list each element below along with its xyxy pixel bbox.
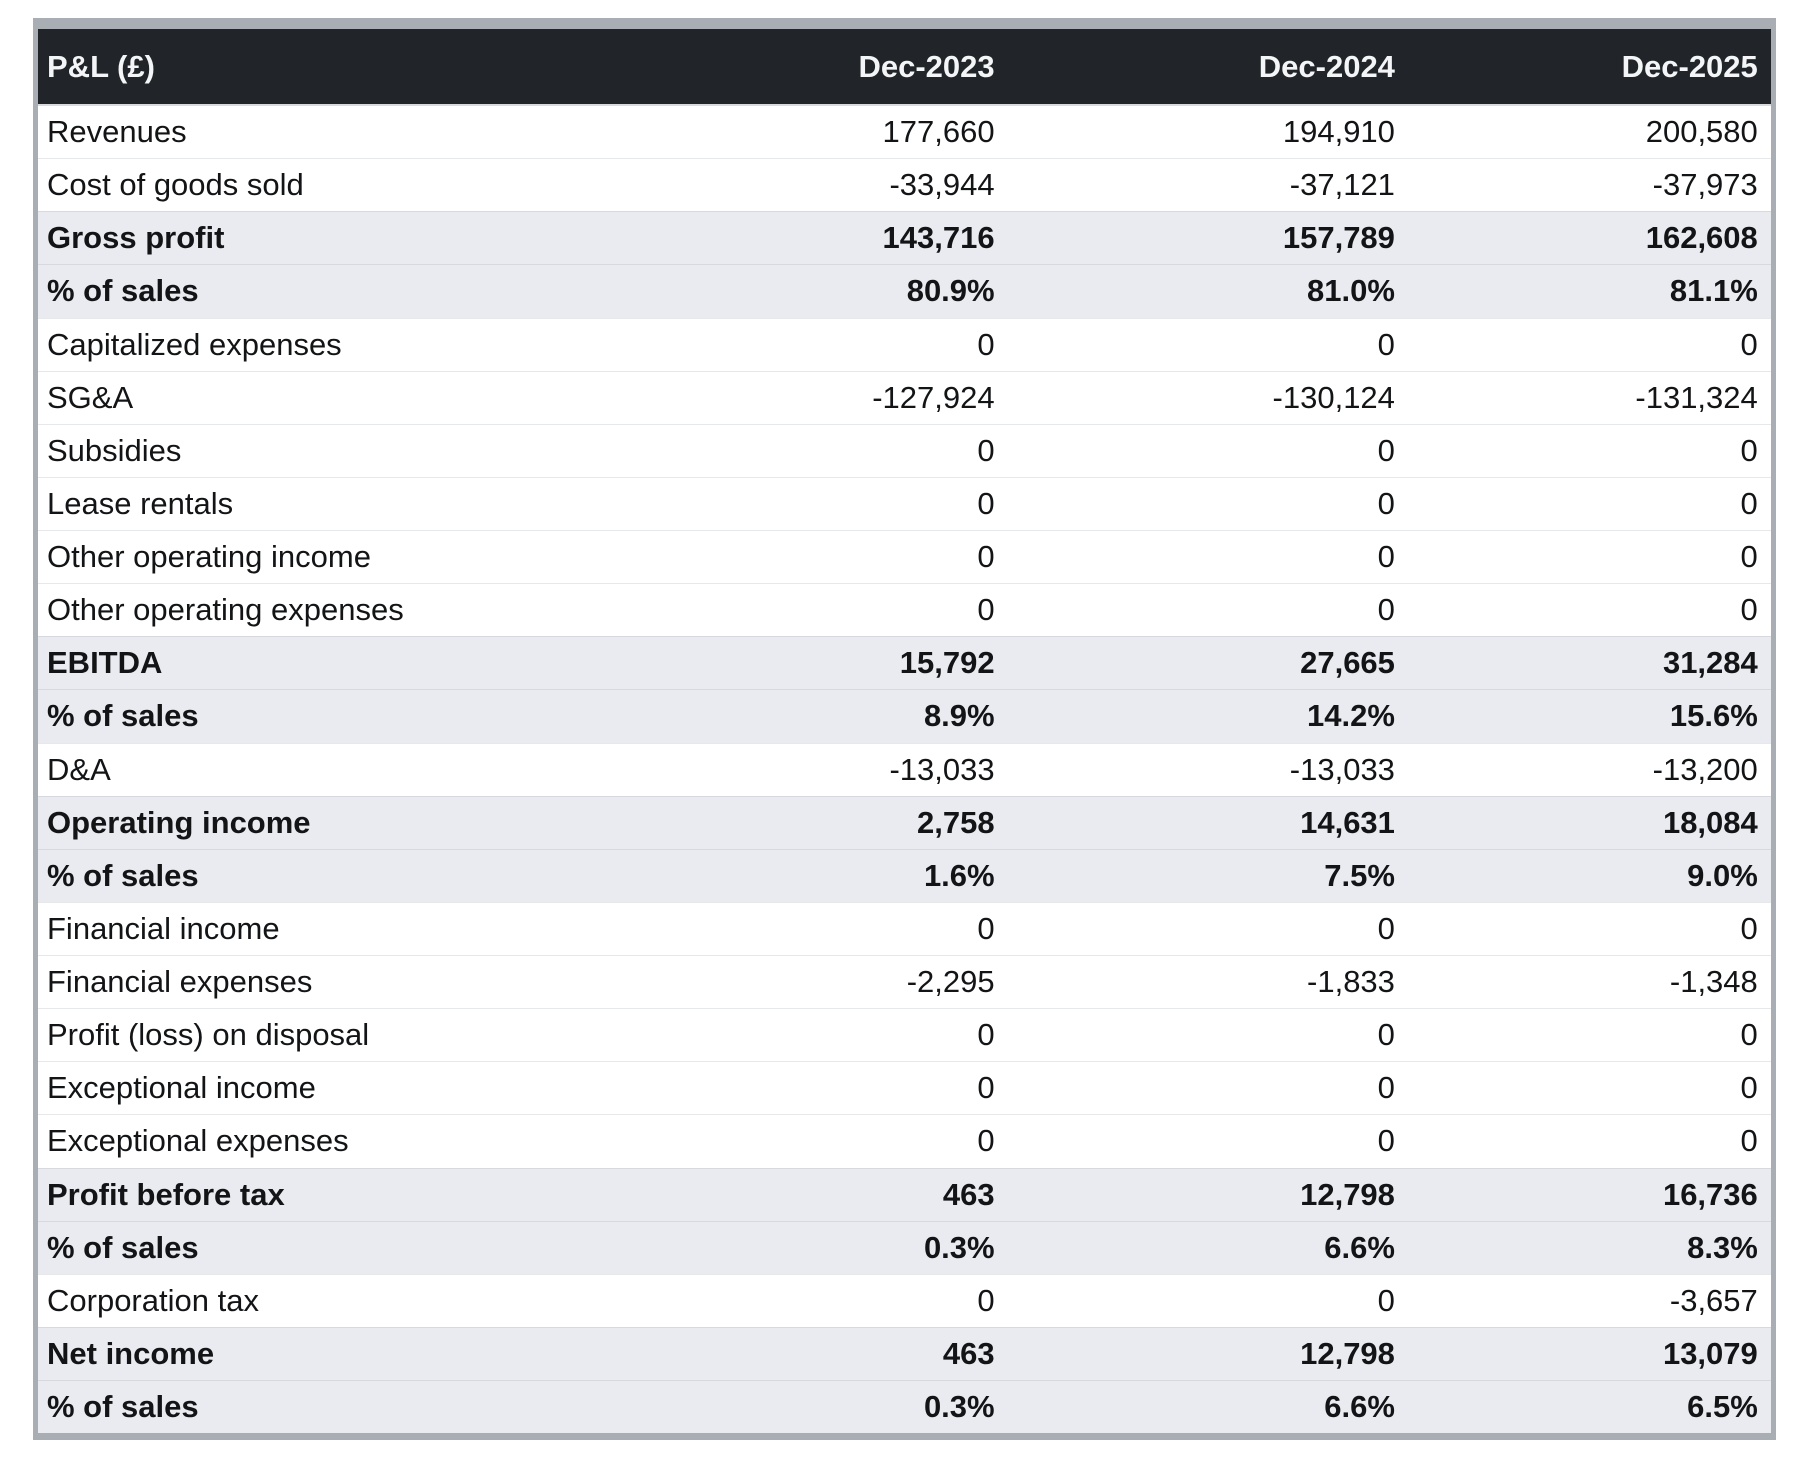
row-value: 15,792: [899, 645, 995, 681]
row-value: 0: [977, 1070, 995, 1106]
row-value: 9.0%: [1687, 857, 1758, 893]
row-label: % of sales: [47, 1389, 199, 1425]
row-label: Net income: [47, 1335, 215, 1371]
row-value: 0: [1377, 1017, 1395, 1053]
row-label: Exceptional income: [47, 1070, 316, 1106]
row-value: 463: [942, 1176, 995, 1212]
row-label: % of sales: [47, 273, 199, 309]
row-value: 27,665: [1300, 645, 1395, 681]
row-label: Financial income: [47, 910, 280, 946]
row-value: 0: [1377, 1123, 1395, 1159]
row-value: -130,124: [1272, 379, 1395, 415]
row-value: 13,079: [1662, 1335, 1758, 1371]
row-value: -127,924: [872, 379, 995, 415]
row-value: 0: [1377, 592, 1395, 628]
row-value: 0: [977, 326, 995, 362]
row-value: 80.9%: [906, 273, 995, 309]
row-value: -131,324: [1635, 379, 1758, 415]
row-label: Lease rentals: [47, 485, 234, 521]
row-value: 0.3%: [923, 1389, 995, 1425]
row-value: 143,716: [882, 220, 995, 256]
row-value: 0: [977, 432, 995, 468]
row-value: -1,348: [1669, 964, 1758, 1000]
row-value: 0: [1740, 910, 1758, 946]
row-label: Profit before tax: [47, 1176, 285, 1212]
row-label: Other operating income: [47, 539, 371, 575]
table-row: [38, 1274, 1771, 1327]
row-value: 0: [1740, 539, 1758, 575]
row-value: 18,084: [1662, 804, 1758, 840]
table-row: [38, 371, 1771, 424]
row-label: Revenues: [47, 114, 187, 150]
row-value: 12,798: [1300, 1176, 1395, 1212]
row-value: 16,736: [1662, 1176, 1758, 1212]
row-value: 200,580: [1645, 114, 1758, 150]
table-row: [38, 1114, 1771, 1167]
row-value: 8.3%: [1687, 1229, 1758, 1265]
row-value: -13,033: [889, 751, 995, 787]
header-col-dec-2023: Dec-2023: [858, 48, 995, 84]
table-row: [38, 636, 1771, 689]
row-label: Financial expenses: [47, 964, 313, 1000]
row-value: -37,973: [1652, 167, 1758, 203]
pnl-statement-table: [33, 18, 1776, 1440]
row-value: -13,200: [1652, 751, 1758, 787]
row-label: Corporation tax: [47, 1282, 259, 1318]
row-value: 0: [1740, 326, 1758, 362]
row-value: 6.5%: [1687, 1389, 1758, 1425]
row-value: 0: [1377, 432, 1395, 468]
row-value: 0.3%: [923, 1229, 995, 1265]
row-label: Cost of goods sold: [47, 167, 304, 203]
row-value: 0: [1377, 1070, 1395, 1106]
row-value: 157,789: [1282, 220, 1395, 256]
table-row: [38, 902, 1771, 955]
row-value: 31,284: [1662, 645, 1758, 681]
table-row: [38, 796, 1771, 849]
table-header-row: [38, 29, 1771, 106]
table-row: [38, 424, 1771, 477]
table-row: [38, 1061, 1771, 1114]
row-label: D&A: [47, 751, 111, 787]
row-value: -2,295: [906, 964, 995, 1000]
table-row: [38, 849, 1771, 902]
row-label: Gross profit: [47, 220, 225, 256]
row-value: 2,758: [917, 804, 995, 840]
row-value: 0: [1740, 485, 1758, 521]
row-value: 0: [977, 1282, 995, 1318]
header-col-dec-2024: Dec-2024: [1258, 48, 1395, 84]
row-value: 0: [977, 592, 995, 628]
row-label: Operating income: [47, 804, 311, 840]
table-row: [38, 264, 1771, 317]
row-value: 0: [1740, 1123, 1758, 1159]
table-row: [38, 583, 1771, 636]
row-value: 0: [1377, 1282, 1395, 1318]
table-row: [38, 743, 1771, 796]
row-label: SG&A: [47, 379, 134, 415]
row-value: 0: [977, 485, 995, 521]
row-value: 463: [942, 1335, 995, 1371]
row-value: 1.6%: [923, 857, 995, 893]
row-value: 0: [1740, 432, 1758, 468]
row-value: 0: [977, 910, 995, 946]
table-row: [38, 158, 1771, 211]
table-row: [38, 1221, 1771, 1274]
header-title: P&L (£): [47, 48, 155, 84]
row-value: 0: [977, 1123, 995, 1159]
row-value: -33,944: [889, 167, 995, 203]
row-value: 6.6%: [1324, 1229, 1395, 1265]
table-row: [38, 1168, 1771, 1221]
table-row: [38, 106, 1771, 158]
row-label: Other operating expenses: [47, 592, 404, 628]
row-value: 0: [977, 539, 995, 575]
row-value: 0: [1740, 592, 1758, 628]
row-value: 81.0%: [1307, 273, 1395, 309]
table-row: [38, 689, 1771, 742]
row-value: 0: [1740, 1017, 1758, 1053]
row-value: -13,033: [1289, 751, 1395, 787]
row-value: 0: [977, 1017, 995, 1053]
table-row: [38, 1327, 1771, 1380]
row-value: 177,660: [882, 114, 995, 150]
table-row: [38, 211, 1771, 264]
row-label: % of sales: [47, 857, 199, 893]
row-label: % of sales: [47, 1229, 199, 1265]
row-value: 81.1%: [1669, 273, 1758, 309]
row-value: 194,910: [1282, 114, 1395, 150]
table-row: [38, 1380, 1771, 1433]
row-value: 0: [1377, 910, 1395, 946]
row-value: 14,631: [1300, 804, 1395, 840]
row-value: 162,608: [1645, 220, 1758, 256]
row-value: 12,798: [1300, 1335, 1395, 1371]
table-row: [38, 530, 1771, 583]
row-label: Profit (loss) on disposal: [47, 1017, 370, 1053]
row-value: 15.6%: [1669, 698, 1758, 734]
row-value: 0: [1377, 326, 1395, 362]
row-value: 0: [1377, 539, 1395, 575]
row-value: 0: [1740, 1070, 1758, 1106]
row-label: EBITDA: [47, 645, 163, 681]
row-label: Exceptional expenses: [47, 1123, 349, 1159]
row-label: Capitalized expenses: [47, 326, 342, 362]
table-body: [38, 106, 1771, 1433]
row-value: 8.9%: [923, 698, 995, 734]
table-row: [38, 955, 1771, 1008]
table-row: [38, 477, 1771, 530]
row-value: 14.2%: [1307, 698, 1395, 734]
row-value: -37,121: [1289, 167, 1395, 203]
header-col-dec-2025: Dec-2025: [1621, 48, 1758, 84]
row-value: 6.6%: [1324, 1389, 1395, 1425]
row-value: -1,833: [1307, 964, 1395, 1000]
row-value: -3,657: [1669, 1282, 1758, 1318]
row-value: 7.5%: [1324, 857, 1395, 893]
table-row: [38, 318, 1771, 371]
row-label: Subsidies: [47, 432, 182, 468]
table-row: [38, 1008, 1771, 1061]
row-value: 0: [1377, 485, 1395, 521]
row-label: % of sales: [47, 698, 199, 734]
